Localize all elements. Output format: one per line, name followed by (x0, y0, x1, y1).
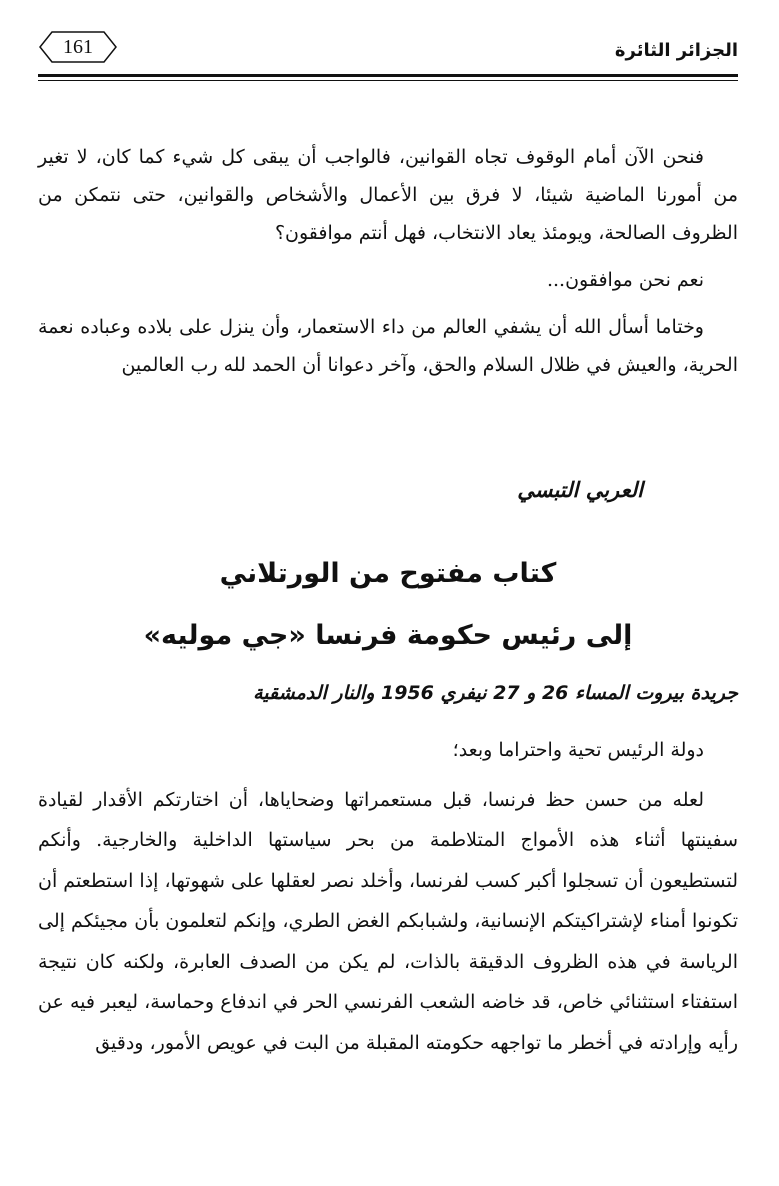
section-1-text (38, 138, 738, 393)
paragraph: فنحن الآن أمام الوقوف تجاه القوانين، فالواجب أن يبقى كل شيء كما كان، لا تغير من أمورنا الماضية شيئا، لا فرق بين الأعمال والأشخاص والقوانين، حتى نتمكن من الظروف الصالحة، ويومئذ يعاد الانتخاب، فهل أنتم موافقون؟ (38, 146, 738, 244)
running-header (38, 26, 738, 70)
page-number: 161 (63, 36, 93, 58)
salutation: دولة الرئيس تحية واحتراما وبعد؛ (452, 739, 704, 761)
header-rule-thin (38, 80, 738, 81)
header-rule-thick (38, 74, 738, 77)
letter-title: كتاب مفتوح من الورتلاني (219, 558, 557, 589)
paragraph: وختاما أسأل الله أن يشفي العالم من داء الاستعمار، وأن ينزل على بلاده وعباده نعمة الحرية، والعيش في ظلال السلام والحق، وآخر دعوانا أن الحمد لله رب العالمين (38, 316, 738, 376)
source-line: جريدة بيروت المساء 26 و 27 نيفري 1956 والنار الدمشقية (253, 682, 738, 704)
author-signature: العربي التبسي (517, 478, 643, 502)
paragraph: نعم نحن موافقون... (546, 269, 704, 291)
letter-subtitle: إلى رئيس حكومة فرنسا «جي موليه» (143, 620, 633, 651)
letter-text (38, 730, 738, 1072)
running-title: الجزائر الثائرة (614, 40, 738, 61)
page-number-badge (38, 30, 118, 64)
paragraph: لعله من حسن حظ فرنسا، قبل مستعمراتها وضحاياها، أن اختارتكم الأقدار لقيادة سفينتها أثناء هذه الأمواج المتلاطمة من بحر سياستها الداخلية والخارجية. وأنكم لتستطيعون أن تسجلوا أكبر كسب لفرنسا، وأخلد نصر لعقلها على شهوتها، إذا استطعتم أن تكونوا أمناء لإشتراكيتكم الإنسانية، ولشبابكم الغض الطري، وإنكم لتعلمون بأن مجيئكم إلى الرياسة في هذه الظروف الدقيقة بالذات، لم يكن من الصدف العابرة، ولكنه كان نتيجة استفتاء استثنائي خاص، قد خاضه الشعب الفرنسي الحر في اندفاع وحماسة، ليعبر فيه عن رأيه وإرادته في أخطر ما تواجهه حكومته المقبلة من البت في عويص الأمور، ودقيق (38, 788, 738, 1054)
